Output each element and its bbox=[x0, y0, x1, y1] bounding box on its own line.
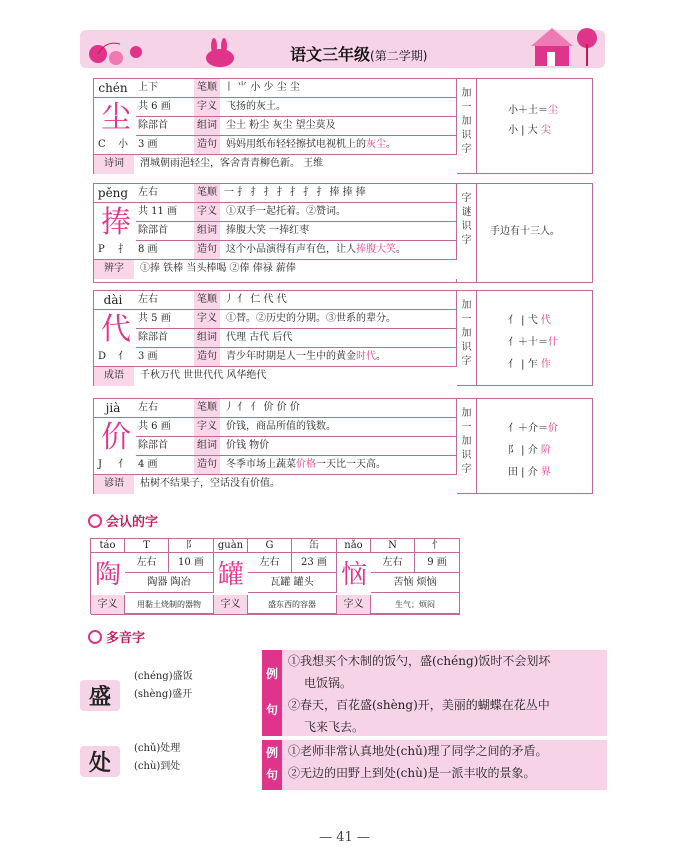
info-label: 组词 bbox=[194, 329, 220, 347]
example-formula: 小＋土＝ bbox=[508, 105, 548, 116]
big-character: 尘 bbox=[101, 100, 131, 135]
page-header bbox=[80, 8, 605, 70]
radical: 忄 bbox=[415, 539, 460, 553]
reading-1: (chéng)盛饭 bbox=[134, 671, 193, 682]
stroke-label: 笔顺 bbox=[194, 184, 220, 202]
info-row bbox=[136, 456, 457, 475]
structure: 左右 bbox=[138, 402, 158, 413]
stroke-order: 一 扌 扌 扌 扌 扌 扌 扌 捧 捧 捧 bbox=[224, 187, 366, 198]
footer-text: 枯树不结果子，空话没有价值。 bbox=[140, 478, 280, 489]
pinyin-row bbox=[94, 79, 457, 98]
big-character: 捧 bbox=[101, 205, 131, 240]
info-value: 3 画 bbox=[138, 139, 158, 150]
example-result: 作 bbox=[540, 359, 551, 370]
stroke-order: 丿 亻 亻 价 价 价 bbox=[224, 402, 300, 413]
info-value: 除部首 bbox=[138, 225, 168, 236]
radical: 亻 bbox=[118, 459, 128, 470]
card-main bbox=[94, 79, 457, 173]
side-method bbox=[457, 291, 477, 385]
sentence-end: 。 bbox=[396, 244, 406, 255]
flower-decoration-icon bbox=[86, 36, 156, 70]
sentence-highlight: 灰尘 bbox=[366, 139, 386, 150]
example-result: 什 bbox=[548, 337, 558, 348]
example-line: ①我想买个木制的饭勺，盛(chéng)饭时不会划坏 bbox=[288, 654, 551, 668]
info-row bbox=[136, 418, 457, 437]
example-line bbox=[508, 101, 558, 116]
footer-row bbox=[94, 260, 457, 279]
radical: 阝 bbox=[169, 539, 214, 553]
index-letter: J bbox=[98, 459, 103, 470]
side-char: 一 bbox=[461, 422, 472, 433]
meaning: 生气；烦闷 bbox=[371, 595, 460, 615]
example-result: 尘 bbox=[548, 105, 558, 116]
info-label: 组词 bbox=[194, 437, 220, 455]
info-value: 除部首 bbox=[138, 332, 168, 343]
page-number: — 41 — bbox=[319, 830, 370, 845]
footer-text: 渭城朝雨浥轻尘，客舍青青柳色新。 王维 bbox=[140, 158, 324, 169]
side-examples bbox=[478, 291, 592, 385]
example-tag-char: 例 bbox=[265, 667, 278, 681]
bunny-decoration-icon bbox=[200, 38, 240, 68]
meaning-label: 字义 bbox=[91, 595, 125, 615]
side-char: 谜 bbox=[461, 207, 472, 218]
info-row bbox=[136, 437, 457, 456]
info-text: 尘土 粉尘 灰尘 望尘莫及 bbox=[226, 120, 336, 131]
index-letter: N bbox=[371, 539, 415, 553]
info-label: 字义 bbox=[194, 98, 220, 116]
example-lines bbox=[288, 650, 601, 738]
footer-row bbox=[94, 367, 457, 386]
stroke-label: 笔顺 bbox=[194, 79, 220, 97]
info-text: 飞扬的灰土。 bbox=[226, 101, 286, 112]
side-method bbox=[457, 79, 477, 173]
info-label: 字义 bbox=[194, 310, 220, 328]
example-tag bbox=[262, 650, 282, 736]
info-text: 价钱 物价 bbox=[226, 440, 270, 451]
reading-1: (chǔ)处理 bbox=[134, 743, 181, 754]
example-line bbox=[508, 441, 551, 456]
example-line bbox=[490, 222, 560, 237]
info-value: 共 6 画 bbox=[138, 101, 171, 112]
info-row bbox=[136, 222, 457, 241]
info-value: 8 画 bbox=[138, 244, 158, 255]
pinyin: dài bbox=[103, 293, 123, 307]
example-formula: 亻＋介＝ bbox=[508, 423, 548, 434]
side-method bbox=[457, 184, 477, 282]
example-line: ①老师非常认真地处(chǔ)理了同学之间的矛盾。 bbox=[288, 744, 548, 758]
pinyin: pěng bbox=[97, 186, 129, 200]
words: 瓦罐 罐头 bbox=[248, 573, 337, 593]
info-text bbox=[226, 241, 458, 259]
info-value: 共 6 画 bbox=[138, 421, 171, 432]
side-char: 识 bbox=[461, 130, 472, 141]
side-char: 字 bbox=[461, 193, 472, 204]
radical: 小 bbox=[118, 139, 128, 150]
structure: 左右 bbox=[371, 553, 415, 573]
info-label: 组词 bbox=[194, 117, 220, 135]
footer-label: 谚语 bbox=[94, 475, 134, 494]
radical: 扌 bbox=[118, 244, 128, 255]
info-text: ①替。②历史的分期。③世系的辈分。 bbox=[226, 313, 396, 324]
info-value: 4 画 bbox=[138, 459, 158, 470]
example-tag-char: 句 bbox=[265, 768, 278, 782]
info-row bbox=[136, 136, 457, 155]
info-text bbox=[226, 456, 458, 474]
info-row bbox=[136, 117, 457, 136]
reading-2: (chù)到处 bbox=[134, 761, 181, 772]
vocab-card bbox=[93, 78, 593, 174]
words: 苦恼 烦恼 bbox=[371, 573, 460, 593]
sentence-end: 。 bbox=[386, 139, 396, 150]
example-result: 界 bbox=[540, 467, 551, 478]
stroke-label: 笔顺 bbox=[194, 291, 220, 309]
side-char: 识 bbox=[461, 342, 472, 353]
card-main bbox=[94, 291, 457, 385]
structure: 左右 bbox=[248, 553, 292, 573]
example-line bbox=[508, 311, 551, 326]
info-label: 造句 bbox=[194, 241, 220, 259]
side-char: 加 bbox=[461, 436, 472, 447]
info-row bbox=[136, 310, 457, 329]
example-line: ②无边的田野上到处(chù)是一派丰收的景象。 bbox=[288, 766, 536, 780]
pinyin: nǎo bbox=[337, 539, 371, 553]
info-value: 除部首 bbox=[138, 440, 168, 451]
example-tag-char: 例 bbox=[265, 746, 278, 760]
example-formula: 手边有十三人。 bbox=[490, 226, 560, 237]
section-title-recognize: 会认的字 bbox=[88, 511, 158, 530]
meaning-label: 字义 bbox=[337, 595, 371, 615]
example-line bbox=[508, 419, 558, 434]
info-row bbox=[136, 329, 457, 348]
example-line: ②春天，百花盛(shèng)开，美丽的蝴蝶在花丛中 bbox=[288, 698, 550, 712]
side-char: 字 bbox=[461, 356, 472, 367]
example-formula: 田 | 介 bbox=[508, 467, 541, 478]
side-method bbox=[457, 399, 477, 493]
sentence: 妈妈用纸布轻轻擦拭电视机上的 bbox=[226, 139, 366, 150]
info-text: ①双手一起托着。②赞词。 bbox=[226, 206, 346, 217]
side-char: 加 bbox=[461, 300, 472, 311]
vocab-card bbox=[93, 398, 593, 494]
example-formula: 小 | 大 bbox=[508, 125, 541, 136]
info-label: 组词 bbox=[194, 222, 220, 240]
index-letter: G bbox=[248, 539, 292, 553]
letter-row bbox=[94, 348, 136, 367]
example-line bbox=[508, 355, 551, 370]
poly-big-char: 盛 bbox=[80, 680, 120, 711]
pinyin: chén bbox=[98, 81, 128, 95]
info-text: 捧腹大笑 一捧红枣 bbox=[226, 225, 310, 236]
stroke-label: 笔顺 bbox=[194, 399, 220, 417]
big-character: 代 bbox=[101, 312, 131, 347]
info-row bbox=[136, 348, 457, 367]
side-char: 字 bbox=[461, 464, 472, 475]
example-result: 代 bbox=[540, 315, 551, 326]
example-line bbox=[508, 121, 551, 136]
page-title: 语文三年级(第二学期) bbox=[290, 45, 428, 64]
pinyin-row bbox=[94, 291, 457, 310]
side-char: 加 bbox=[461, 408, 472, 419]
info-value: 3 画 bbox=[138, 351, 158, 362]
side-char: 识 bbox=[461, 221, 472, 232]
example-tag-char: 句 bbox=[265, 703, 278, 717]
info-text bbox=[226, 348, 458, 366]
sentence: 这个小品演得有声有色，让人 bbox=[226, 244, 356, 255]
meaning: 用黏土烧制的器物 bbox=[125, 595, 214, 615]
footer-label: 成语 bbox=[94, 367, 134, 386]
example-line: 电饭锅。 bbox=[304, 676, 353, 690]
index-letter: C bbox=[98, 139, 106, 150]
vocab-card bbox=[93, 290, 593, 386]
info-label: 字义 bbox=[194, 418, 220, 436]
info-label: 造句 bbox=[194, 456, 220, 474]
card-main bbox=[94, 399, 457, 493]
section-title-polyphone: 多音字 bbox=[88, 627, 145, 646]
example-formula: 亻 | 弋 bbox=[508, 315, 541, 326]
big-character: 罐 bbox=[217, 560, 244, 590]
stroke-count: 9 画 bbox=[415, 553, 460, 573]
example-box bbox=[262, 650, 607, 736]
info-value: 共 11 画 bbox=[138, 206, 178, 217]
side-char: 加 bbox=[461, 116, 472, 127]
example-formula: 亻 | 乍 bbox=[508, 359, 541, 370]
example-line bbox=[508, 463, 551, 478]
pinyin: jià bbox=[105, 401, 121, 415]
info-value: 共 5 画 bbox=[138, 313, 171, 324]
info-text: 价钱，商品所值的钱数。 bbox=[226, 421, 336, 432]
sentence-end: 一天比一天高。 bbox=[316, 459, 386, 470]
stroke-count: 10 画 bbox=[169, 553, 214, 573]
footer-label: 诗词 bbox=[94, 155, 134, 174]
radical: 亻 bbox=[118, 351, 128, 362]
pinyin: guàn bbox=[214, 539, 248, 553]
example-result: 阶 bbox=[540, 445, 551, 456]
stroke-order: 丨 ⺌ 小 少 尘 尘 bbox=[224, 82, 300, 93]
recognize-table bbox=[90, 538, 460, 614]
poly-big-char: 处 bbox=[80, 746, 120, 777]
side-char: 加 bbox=[461, 88, 472, 99]
big-character: 价 bbox=[101, 420, 131, 455]
stroke-order: 丿 亻 仁 代 代 bbox=[224, 294, 287, 305]
structure: 左右 bbox=[138, 294, 158, 305]
structure: 左右 bbox=[125, 553, 169, 573]
footer-row bbox=[94, 475, 457, 494]
letter-row bbox=[94, 136, 136, 155]
index-letter: T bbox=[125, 539, 169, 553]
sentence-highlight: 价格 bbox=[296, 459, 316, 470]
footer-label: 辨字 bbox=[94, 260, 134, 279]
sentence-highlight: 时代 bbox=[356, 351, 376, 362]
info-value: 除部首 bbox=[138, 120, 168, 131]
example-formula: 阝 | 介 bbox=[508, 445, 541, 456]
structure: 上下 bbox=[138, 82, 158, 93]
example-result: 尖 bbox=[540, 125, 551, 136]
pinyin: táo bbox=[91, 539, 125, 553]
side-char: 字 bbox=[461, 144, 472, 155]
example-line: 飞来飞去。 bbox=[304, 720, 365, 734]
sentence: 青少年时期是人一生中的黄金 bbox=[226, 351, 356, 362]
side-char: 字 bbox=[461, 235, 472, 246]
pinyin-row bbox=[94, 399, 457, 418]
footer-row bbox=[94, 155, 457, 174]
example-line bbox=[508, 333, 558, 348]
info-row bbox=[136, 241, 457, 260]
side-char: 一 bbox=[461, 102, 472, 113]
info-label: 造句 bbox=[194, 136, 220, 154]
side-examples bbox=[478, 79, 592, 173]
info-label: 字义 bbox=[194, 203, 220, 221]
side-char: 加 bbox=[461, 328, 472, 339]
meaning: 盛东西的容器 bbox=[248, 595, 337, 615]
structure: 左右 bbox=[138, 187, 158, 198]
reading-2: (shèng)盛开 bbox=[134, 689, 193, 700]
card-main bbox=[94, 184, 457, 282]
stroke-count: 23 画 bbox=[292, 553, 337, 573]
side-examples bbox=[478, 184, 592, 282]
example-formula: 亻＋十＝ bbox=[508, 337, 548, 348]
sentence-highlight: 捧腹大笑 bbox=[356, 244, 396, 255]
house-decoration-icon bbox=[515, 16, 605, 70]
info-text: 代理 古代 后代 bbox=[226, 332, 293, 343]
side-char: 一 bbox=[461, 314, 472, 325]
footer-text: 千秋万代 世世代代 风华绝代 bbox=[140, 370, 267, 381]
sentence-end: 。 bbox=[376, 351, 386, 362]
big-character: 陶 bbox=[94, 560, 121, 590]
magnifier-icon bbox=[88, 630, 102, 644]
side-char: 识 bbox=[461, 450, 472, 461]
example-tag bbox=[262, 740, 282, 790]
index-letter: D bbox=[98, 351, 107, 362]
info-row bbox=[136, 203, 457, 222]
example-lines bbox=[288, 740, 601, 784]
info-label: 造句 bbox=[194, 348, 220, 366]
big-character: 恼 bbox=[340, 560, 367, 590]
magnifier-icon bbox=[88, 514, 102, 528]
footer-text: ①捧 铁棒 当头棒喝 ②俸 俸禄 薪俸 bbox=[140, 263, 296, 274]
side-examples bbox=[478, 399, 592, 493]
info-text bbox=[226, 136, 458, 154]
radical: 缶 bbox=[292, 539, 337, 553]
vocab-card bbox=[93, 183, 593, 283]
pinyin-row bbox=[94, 184, 457, 203]
example-result: 价 bbox=[548, 423, 558, 434]
index-letter: P bbox=[98, 244, 105, 255]
sentence: 冬季市场上蔬菜 bbox=[226, 459, 296, 470]
example-box bbox=[262, 740, 607, 790]
words: 陶器 陶冶 bbox=[125, 573, 214, 593]
meaning-label: 字义 bbox=[214, 595, 248, 615]
letter-row bbox=[94, 456, 136, 475]
letter-row bbox=[94, 241, 136, 260]
info-row bbox=[136, 98, 457, 117]
